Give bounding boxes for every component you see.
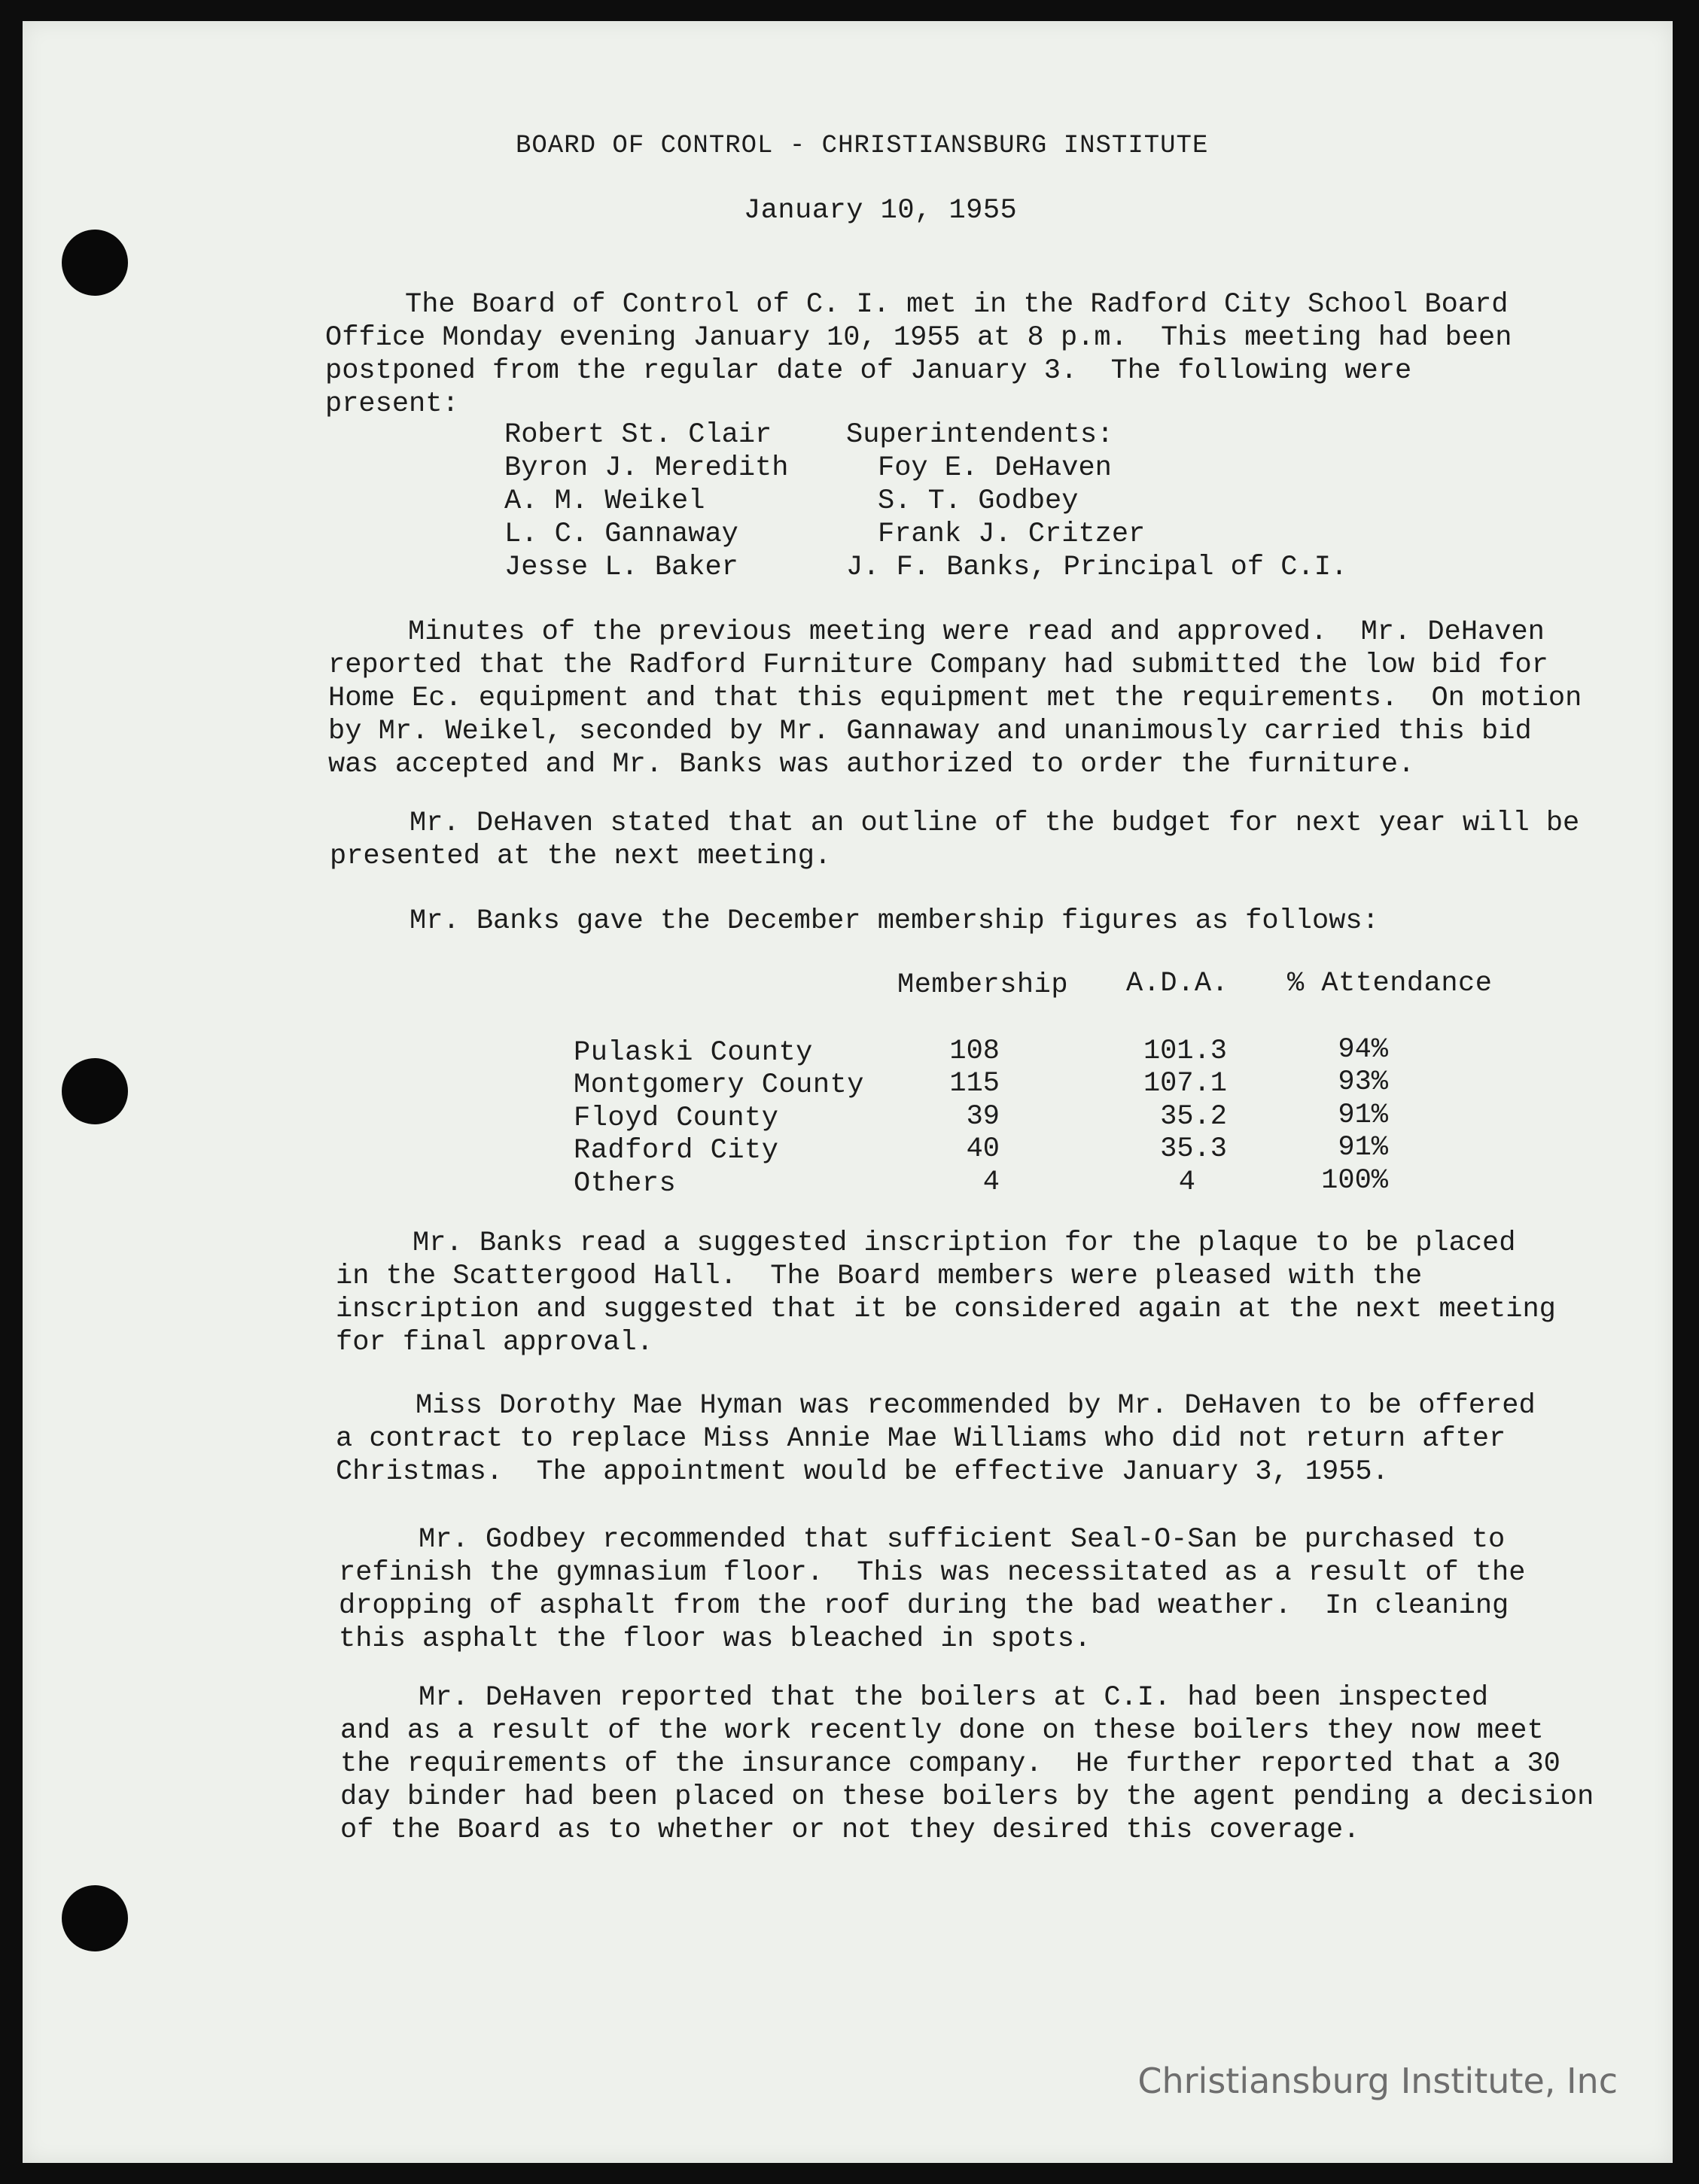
punch-hole-bottom <box>62 1885 128 1951</box>
row-membership: 39 <box>966 1101 1000 1133</box>
paragraph-line: reported that the Radford Furniture Company had submitted the low bid for <box>328 649 1548 681</box>
punch-hole-middle <box>62 1058 128 1124</box>
hyman-paragraph <box>336 1389 1536 1489</box>
row-ada: 101.3 <box>1143 1036 1227 1067</box>
budget-paragraph <box>330 807 1579 873</box>
row-name: Floyd County <box>574 1103 779 1134</box>
row-attendance: 100% <box>1321 1165 1388 1197</box>
paragraph-line: Miss Dorothy Mae Hyman was recommended by Mr. DeHaven to be offered <box>416 1390 1536 1422</box>
paragraph-line: a contract to replace Miss Annie Mae Williams who did not return after <box>336 1423 1506 1455</box>
boilers-paragraph <box>340 1681 1594 1847</box>
row-attendance: 94% <box>1338 1034 1388 1066</box>
membership-intro-paragraph <box>330 905 1379 938</box>
paragraph-line: inscription and suggested that it be considered again at the next meeting <box>336 1294 1556 1325</box>
row-ada: 4 <box>1178 1167 1195 1198</box>
row-attendance: 93% <box>1338 1066 1388 1098</box>
column-header-attendance: % Attendance <box>1287 968 1493 999</box>
paragraph-line: dropping of asphalt from the roof during the bad weather. In cleaning <box>339 1590 1509 1622</box>
row-name: Pulaski County <box>574 1037 813 1069</box>
paragraph-line: for final approval. <box>336 1327 653 1358</box>
godbey-paragraph <box>339 1523 1525 1656</box>
paragraph-line: Mr. Godbey recommended that sufficient Seal-O-San be purchased to <box>419 1524 1506 1556</box>
member-name: Jesse L. Baker <box>504 552 738 583</box>
paragraph-line: by Mr. Weikel, seconded by Mr. Gannaway and unanimously carried this bid <box>328 716 1532 747</box>
paragraph-line: postponed from the regular date of January 3. The following were <box>325 355 1412 387</box>
row-attendance: 91% <box>1338 1132 1388 1163</box>
watermark: Christiansburg Institute, Inc <box>1137 2061 1618 2101</box>
paragraph-line: Office Monday evening January 10, 1955 at 8 p.m. This meeting had been <box>325 322 1512 354</box>
paragraph-line: Mr. DeHaven reported that the boilers at C.I. had been inspected <box>419 1682 1489 1714</box>
row-ada: 35.3 <box>1160 1133 1227 1165</box>
row-membership: 115 <box>949 1068 1000 1100</box>
document-date: January 10, 1955 <box>744 195 1018 227</box>
minutes-paragraph <box>328 616 1582 781</box>
member-name: Robert St. Clair <box>504 419 772 451</box>
paragraph-line: refinish the gymnasium floor. This was necessitated as a result of the <box>339 1557 1526 1589</box>
paragraph-line: Minutes of the previous meeting were read and approved. Mr. DeHaven <box>408 616 1545 648</box>
column-header-ada: A.D.A. <box>1126 968 1229 999</box>
paragraph-line: Mr. Banks gave the December membership figures as follows: <box>410 905 1379 937</box>
row-name: Radford City <box>574 1135 779 1167</box>
paragraph-line: Christmas. The appointment would be effective January 3, 1955. <box>336 1456 1389 1488</box>
row-attendance: 91% <box>1338 1100 1388 1131</box>
paragraph-line: The Board of Control of C. I. met in the Radford City School Board <box>405 289 1509 321</box>
plaque-paragraph <box>336 1227 1556 1359</box>
row-name: Montgomery County <box>574 1069 864 1101</box>
punch-hole-top <box>62 230 128 296</box>
paragraph-line: this asphalt the floor was bleached in spots. <box>339 1623 1092 1655</box>
paragraph-line: the requirements of the insurance company. He further reported that a 30 <box>340 1748 1560 1780</box>
paragraph-line: in the Scattergood Hall. The Board members were pleased with the <box>336 1261 1423 1292</box>
paragraph-line: present: <box>325 388 459 420</box>
paragraph-line: Home Ec. equipment and that this equipment met the requirements. On motion <box>328 683 1582 714</box>
superintendents-list <box>846 418 1347 584</box>
paragraph-line: was accepted and Mr. Banks was authorized to order the furniture. <box>328 749 1415 780</box>
paragraph-line: day binder had been placed on these boilers by the agent pending a decision <box>340 1781 1594 1813</box>
paragraph-line: presented at the next meeting. <box>330 841 832 872</box>
row-membership: 4 <box>982 1167 1000 1198</box>
superintendents-label: Superintendents: <box>846 419 1114 451</box>
paragraph-line: and as a result of the work recently done on these boilers they now meet <box>340 1715 1544 1747</box>
superintendent-name: S. T. Godbey <box>878 485 1079 517</box>
member-name: Byron J. Meredith <box>504 452 789 484</box>
superintendent-name: Frank J. Critzer <box>878 519 1146 550</box>
column-header-membership: Membership <box>897 969 1069 1001</box>
row-membership: 40 <box>966 1133 1000 1165</box>
member-name: L. C. Gannaway <box>504 519 738 550</box>
paragraph-line: of the Board as to whether or not they desired this coverage. <box>340 1814 1360 1846</box>
member-name: A. M. Weikel <box>504 485 705 517</box>
row-name: Others <box>574 1168 677 1200</box>
row-ada: 107.1 <box>1143 1068 1227 1100</box>
paragraph-line: Mr. Banks read a suggested inscription for the plaque to be placed <box>413 1227 1516 1259</box>
intro-paragraph <box>325 288 1512 421</box>
members-list <box>504 418 788 584</box>
row-ada: 35.2 <box>1160 1101 1227 1133</box>
paragraph-line: Mr. DeHaven stated that an outline of the budget for next year will be <box>410 808 1580 839</box>
document-title: BOARD OF CONTROL - CHRISTIANSBURG INSTITUTE <box>516 132 1209 160</box>
principal-name: J. F. Banks, Principal of C.I. <box>846 552 1348 583</box>
superintendent-name: Foy E. DeHaven <box>878 452 1112 484</box>
row-membership: 108 <box>949 1036 1000 1067</box>
